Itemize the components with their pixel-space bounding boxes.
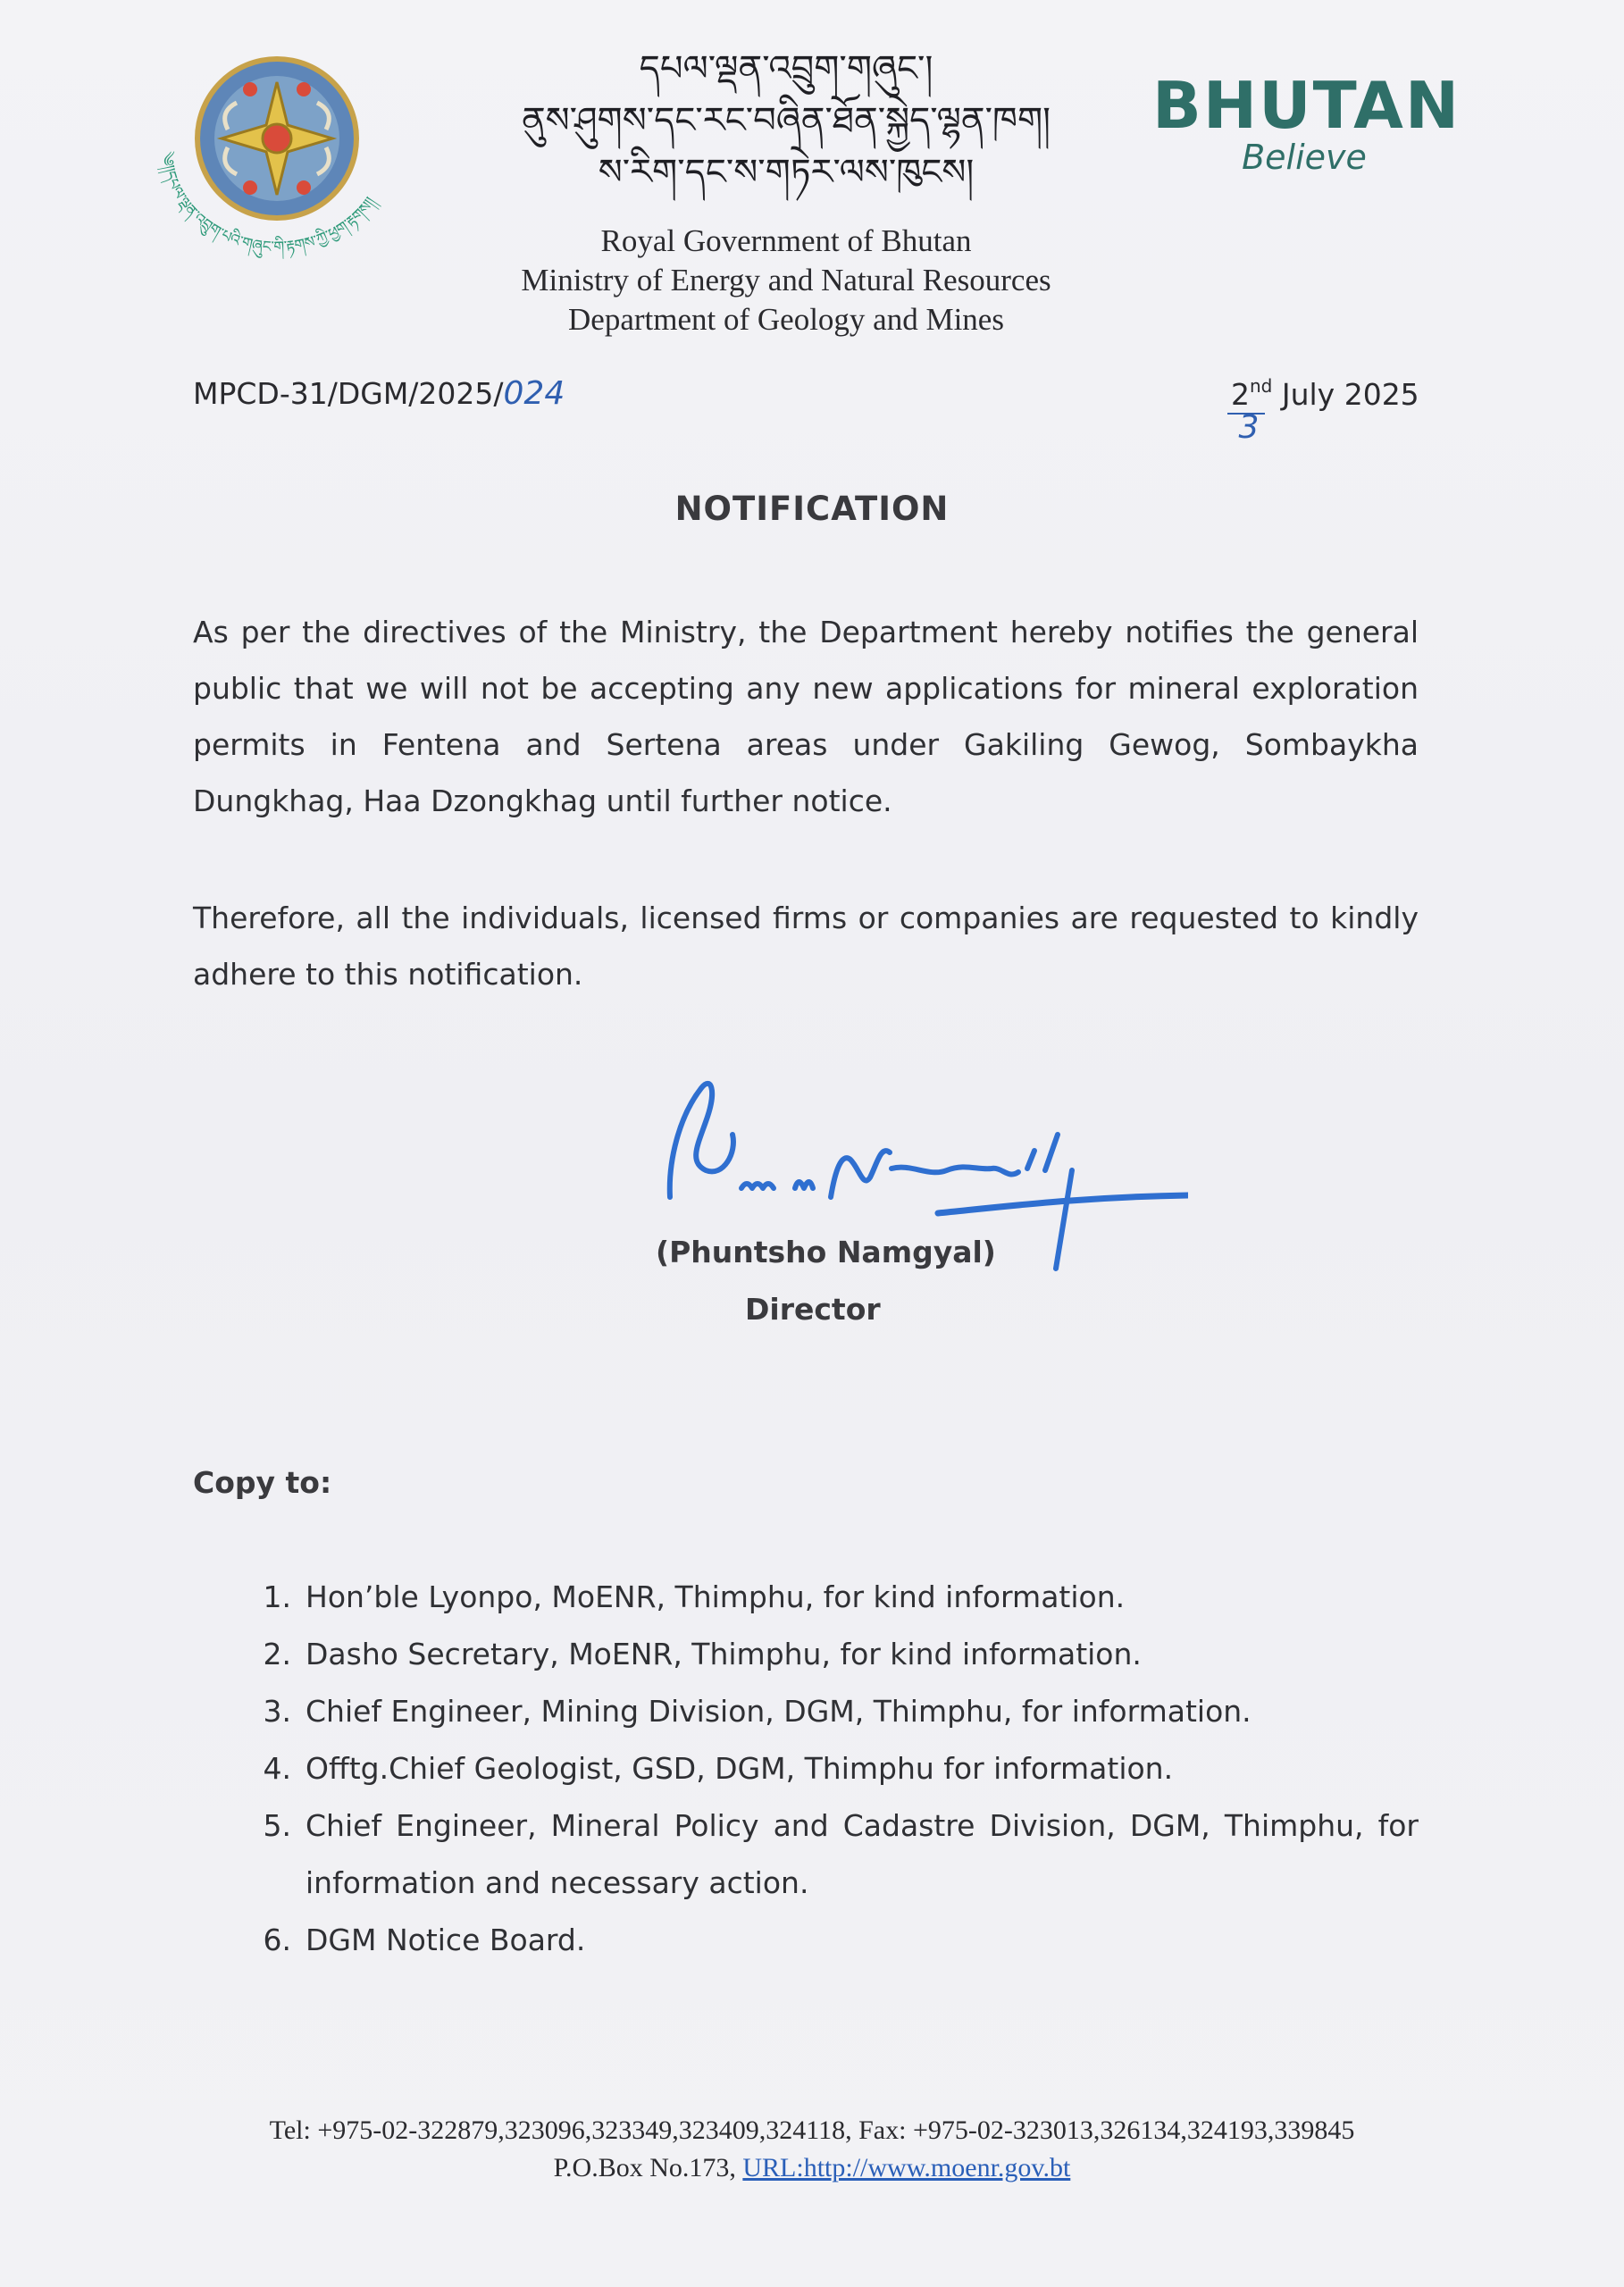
tibetan-line: ས་རིག་དང་ས་གཏེར་ལས་ཁུངས། (598, 152, 975, 193)
reference-printed: MPCD-31/DGM/2025/ (193, 376, 504, 411)
bhutan-believe-logo (1152, 68, 1461, 177)
list-item (193, 1740, 1419, 1797)
signatory-name: (Phuntsho Namgyal) (656, 1235, 996, 1269)
list-item-text: Chief Engineer, Mineral Policy and Cadastre Division, DGM, Thimphu, for information and necessary action. (306, 1808, 1419, 1900)
royal-emblem-seal (143, 36, 411, 268)
organization-header (447, 222, 1126, 339)
notice-paragraph-1: As per the directives of the Ministry, the Department hereby notifies the general public that we will not be accepting any new applications for mineral exploration permits in Fentena and Sertena areas under Gakiling Gewog, Sombaykha Dungkhag, Haa Dzongkhag until further notice. (193, 615, 1419, 818)
list-item-number: 3. (263, 1694, 291, 1729)
list-item-number: 2. (263, 1637, 291, 1671)
ministry-name: Ministry of Energy and Natural Resources (521, 263, 1051, 297)
tibetan-line: དཔལ་ལྡན་འབྲུག་གཞུང་། (639, 48, 933, 89)
tibetan-line: ནུས་ཤུགས་དང་རང་བཞིན་ཐོན་སྐྱེད་ལྷན་ཁག། (521, 100, 1051, 141)
address-line (0, 2149, 1624, 2187)
notice-title: NOTIFICATION (674, 490, 950, 528)
list-item (193, 1569, 1419, 1626)
list-item-number: 4. (263, 1751, 291, 1786)
government-name: Royal Government of Bhutan (600, 223, 972, 258)
date-suffix: nd (1250, 375, 1273, 397)
list-item (193, 1912, 1419, 1969)
list-item-text: DGM Notice Board. (306, 1923, 586, 1957)
reference-number (193, 375, 565, 412)
list-item (193, 1797, 1419, 1912)
date-day: 2 (1231, 377, 1250, 412)
copy-to-label: Copy to: (193, 1465, 332, 1500)
notice-paragraph-2: Therefore, all the individuals, licensed firms or companies are requested to kindly adhere to this notification. (193, 901, 1419, 992)
list-item (193, 1626, 1419, 1683)
list-item-number: 5. (263, 1808, 291, 1843)
website-link[interactable]: URL:http://www.moenr.gov.bt (742, 2153, 1071, 2182)
brand-name: BHUTAN (1152, 68, 1461, 143)
list-item-text: Hon’ble Lyonpo, MoENR, Thimphu, for kind information. (306, 1579, 1126, 1614)
list-item-text: Offtg.Chief Geologist, GSD, DGM, Thimphu for information. (306, 1751, 1174, 1786)
emblem-ring-text: ༄།།དཔལ་ལྡན་འབྲུག་པའི་གཞུང་གི་རྟགས་ཀྱི་ཕྱག་རྟགས།། (157, 150, 381, 257)
po-box: P.O.Box No.173, (553, 2153, 743, 2182)
contact-line: Tel: +975-02-322879,323096,323349,323409,324118, Fax: +975-02-323013,326134,324193,339845 (269, 2115, 1355, 2145)
list-item-text: Dasho Secretary, MoENR, Thimphu, for kind information. (306, 1637, 1142, 1671)
tibetan-header (500, 43, 1072, 198)
list-item (193, 1683, 1419, 1740)
list-item-number: 6. (263, 1923, 291, 1957)
brand-tagline: Believe (1242, 138, 1367, 177)
letter-date (1231, 375, 1419, 412)
list-item-text: Chief Engineer, Mining Division, DGM, Thimphu, for information. (306, 1694, 1251, 1729)
signatory-position: Director (745, 1292, 881, 1327)
list-item-number: 1. (263, 1579, 291, 1614)
department-name: Department of Geology and Mines (568, 302, 1004, 337)
copy-to-list (193, 1569, 1419, 1969)
letter-footer (0, 2112, 1624, 2187)
reference-handwritten: 024 (503, 375, 565, 412)
date-month-year: July 2025 (1272, 377, 1419, 412)
date-handwritten-mark: 3 (1238, 409, 1260, 446)
